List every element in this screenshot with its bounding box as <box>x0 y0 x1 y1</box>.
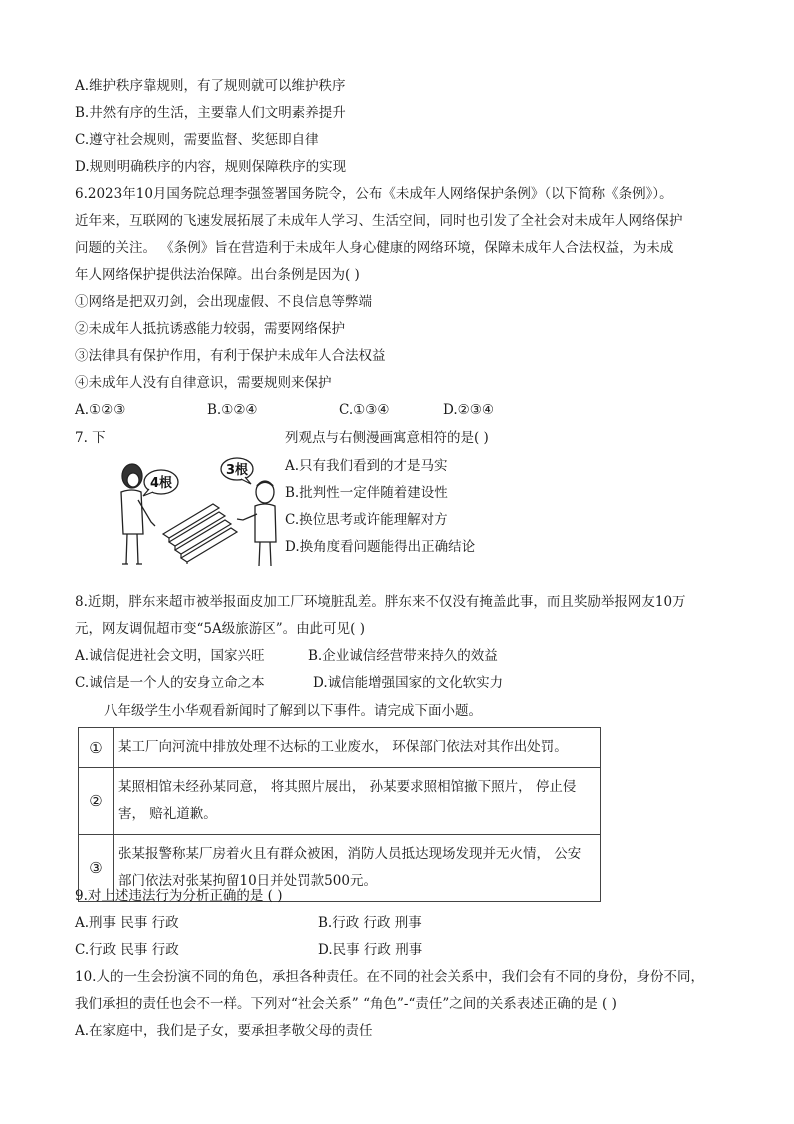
q8-options-row-1 <box>75 647 498 665</box>
q7-cartoon <box>105 456 280 571</box>
q9-stem: 9.对上述违法行为分析正确的是 ( ) <box>75 888 283 904</box>
left-bubble-text: 4根 <box>149 476 173 491</box>
event-number: ② <box>79 768 114 835</box>
q9-option-a: A.刑事 民事 行政 <box>75 915 179 931</box>
q8-option-d: D.诚信能增强国家的文化软实力 <box>313 675 504 691</box>
q10-option-a: A.在家庭中，我们是子女，要承担孝敬父母的责任 <box>75 1023 373 1039</box>
q9-option-d: D.民事 行政 刑事 <box>318 942 423 958</box>
q9-options-row-2 <box>75 941 422 959</box>
q6-option-b: B.①②④ <box>207 402 258 418</box>
q10-stem-line-2: 我们承担的责任也会不一样。下列对“社会关系” “角色”-“责任”之间的关系表述正确的是 ( ) <box>75 996 617 1012</box>
q8-option-a: A.诚信促进社会文明，国家兴旺 <box>75 648 265 664</box>
q7-stem-start: 7. 下 <box>75 430 106 446</box>
q8-stem-line-1: 8.近期，胖东来超市被举报面皮加工厂环境脏乱差。胖东来不仅没有掩盖此事，而且奖励举报网友10万 <box>75 594 686 610</box>
q6-stem-line-4: 年人网络保护提供法治保障。出台条例是因为( ) <box>75 267 360 283</box>
q6-item-4: ④未成年人没有自律意识，需要规则来保护 <box>75 375 332 391</box>
q10-stem-line-1: 10.人的一生会扮演不同的角色，承担各种责任。在不同的社会关系中，我们会有不同的身份，身份不同， <box>75 969 704 985</box>
right-speech-bubble <box>221 458 253 484</box>
q6-stem-line-2: 近年来，互联网的飞速发展拓展了未成年人学习、生活空间，同时也引发了全社会对未成年人网络保护 <box>75 213 683 229</box>
right-bubble-text: 3根 <box>225 463 249 478</box>
q5-option-b: B.井然有序的生活，主要靠人们文明素养提升 <box>75 105 346 121</box>
table-row <box>79 728 601 768</box>
q6-item-2: ②未成年人抵抗诱惑能力较弱，需要网络保护 <box>75 321 345 337</box>
q7-option-b: B.批判性一定伴随着建设性 <box>285 485 448 501</box>
q6-options <box>75 401 494 419</box>
q7-option-c: C.换位思考或许能理解对方 <box>285 512 448 528</box>
event-text: 某照相馆未经孙某同意， 将其照片展出， 孙某要求照相馆撤下照片， 停止侵害， 赔礼道歉。 <box>114 768 601 835</box>
event-text: 张某报警称某厂房着火且有群众被困，消防人员抵达现场发现并无火情， 公安部门依法对张某拘留10日并处罚款500元。 <box>114 835 601 902</box>
q6-option-a: A.①②③ <box>75 402 126 418</box>
q5-option-a: A.维护秩序靠规则，有了规则就可以维护秩序 <box>75 78 346 94</box>
q7-stem-rest: 列观点与右侧漫画寓意相符的是( ) <box>285 430 489 446</box>
q9-options-row-1 <box>75 914 422 932</box>
q7-option-d: D.换角度看问题能得出正确结论 <box>285 539 476 555</box>
logs-illustration <box>163 504 237 564</box>
events-table <box>78 727 601 902</box>
table-row <box>79 768 601 835</box>
q6-option-c: C.①③④ <box>339 402 390 418</box>
left-speech-bubble <box>143 470 178 496</box>
event-number: ① <box>79 728 114 768</box>
q8-options-row-2 <box>75 674 503 692</box>
q9-option-b: B.行政 行政 刑事 <box>318 915 422 931</box>
q9-option-c: C.行政 民事 行政 <box>75 942 179 958</box>
q6-stem-line-1: 6.2023年10月国务院总理李强签署国务院令，公布《未成年人网络保护条例》（以下简称《条例》）。 <box>75 186 673 202</box>
q6-item-3: ③法律具有保护作用，有利于保护未成年人合法权益 <box>75 348 386 364</box>
q7-option-a: A.只有我们看到的才是马实 <box>285 458 448 474</box>
event-number: ③ <box>79 835 114 902</box>
q5-option-c: C.遵守社会规则，需要监督、奖惩即自律 <box>75 132 319 148</box>
q6-item-1: ①网络是把双刃剑，会出现虚假、不良信息等弊端 <box>75 294 372 310</box>
q8-stem-line-2: 元，网友调侃超市变“5A级旅游区”。由此可见( ) <box>75 621 365 637</box>
q8-option-b: B.企业诚信经营带来持久的效益 <box>308 648 498 664</box>
q5-option-d: D.规则明确秩序的内容，规则保障秩序的实现 <box>75 159 347 175</box>
section-intro: 八年级学生小华观看新闻时了解到以下事件。请完成下面小题。 <box>104 703 482 719</box>
q6-option-d: D.②③④ <box>443 402 494 418</box>
q6-stem-line-3: 问题的关注。 《条例》旨在营造利于未成年人身心健康的网络环境，保障未成年人合法权益，为未成 <box>75 240 674 256</box>
event-text: 某工厂向河流中排放处理不达标的工业废水， 环保部门依法对其作出处罚。 <box>114 728 601 768</box>
right-person-figure <box>237 481 276 566</box>
q8-option-c: C.诚信是一个人的安身立命之本 <box>75 675 265 691</box>
